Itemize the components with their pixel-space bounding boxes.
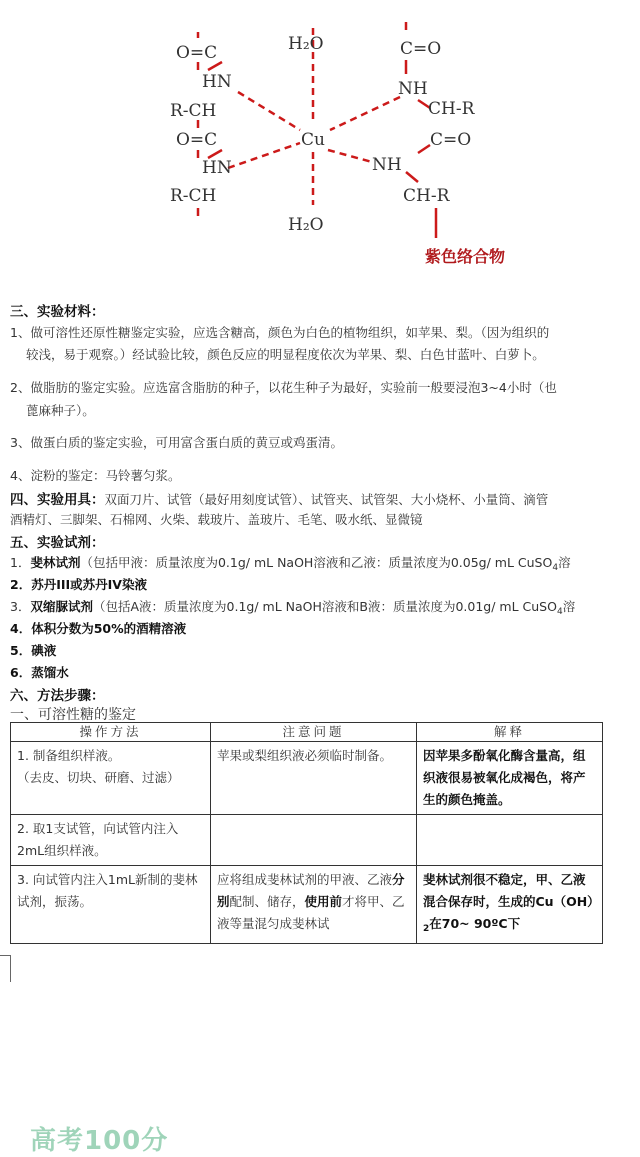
reagent-6: 6．蒸馏水 [10, 665, 69, 680]
tools-list-2: 酒精灯、三脚架、石棉网、火柴、载玻片、盖玻片、毛笔、吸水纸、显微镜 [10, 512, 423, 527]
right-amine-1: NH [398, 79, 428, 99]
purple-complex-diagram [150, 0, 570, 290]
section-6-heading: 六、方法步骤： [10, 688, 105, 704]
table-header-row [11, 723, 603, 742]
caption-purple-complex: 紫色络合物 [425, 247, 506, 266]
fehling-reagent-label: 斐林试剂 [30, 555, 81, 570]
header-explanation: 解释 [417, 723, 603, 742]
material-item-2-line-1: 2、做脂肪的鉴定实验。应选富含脂肪的种子，以花生种子为最好，实验前一般要浸泡3~4小时（也 [10, 380, 557, 395]
material-item-1-line-1: 1、做可溶性还原性糖鉴定实验，应选含糖高，颜色为白色的植物组织，如苹果、梨。（因为组织的 [10, 325, 550, 340]
row1-notes: 苹果或梨组织液必须临时制备。 [211, 742, 417, 815]
left-amine-1: HN [202, 72, 232, 92]
table-row [11, 742, 603, 815]
row3-notes: 应将组成斐林试剂的甲液、乙液分别配制、储存，使用前才将甲、乙液等量混匀成斐林试 [211, 866, 417, 944]
subsection-soluble-sugar: 一、可溶性糖的鉴定 [10, 707, 136, 723]
section-5-heading: 五、实验试剂： [10, 535, 105, 551]
section-4-line-1 [10, 488, 548, 508]
left-rch-1: R-CH [170, 101, 217, 121]
row1-explanation: 因苹果多酚氧化酶含量高，组织液很易被氧化成褐色，将产生的颜色掩盖。 [417, 742, 603, 815]
reagent-5: 5．碘液 [10, 643, 57, 658]
section-3-heading: 三、实验材料： [10, 304, 105, 320]
right-carbonyl-1: C=O [400, 39, 442, 59]
bond-lower-left [228, 143, 300, 168]
procedure-table [10, 722, 603, 944]
biuret-reagent-label: 双缩脲试剂 [30, 599, 93, 614]
watermark-logo: 高考100分 [30, 1126, 169, 1156]
header-notes: 注意问题 [211, 723, 417, 742]
row2-notes [211, 815, 417, 866]
page-edge-marker [0, 955, 11, 982]
left-rch-2: R-CH [170, 186, 217, 206]
left-amine-2: HN [202, 158, 232, 178]
material-item-4: 4、淀粉的鉴定：马铃薯匀浆。 [10, 468, 181, 483]
table-row [11, 815, 603, 866]
row2-explanation [417, 815, 603, 866]
material-item-2-line-2: 蓖麻种子）。 [26, 403, 95, 418]
bond-upper-left [238, 92, 300, 130]
reagent-4: 4．体积分数为50%的酒精溶液 [10, 621, 187, 636]
right-chr-2: CH-R [403, 186, 450, 206]
right-carbonyl-2: C=O [430, 130, 472, 150]
right-amine-2: NH [372, 155, 402, 175]
bond-lower-right [328, 150, 372, 162]
material-item-1-line-2: 较浅，易于观察。）经试验比较，颜色反应的明显程度依次为苹果、梨、白色甘蓝叶、白萝卜。 [26, 347, 545, 362]
row1-operation: 1. 制备组织样液。 （去皮、切块、研磨、过滤） [11, 742, 211, 815]
table-row [11, 866, 603, 944]
left-carbonyl-2: O=C [176, 130, 218, 150]
left-carbonyl-1: O=C [176, 43, 218, 63]
right-chr-1: CH-R [428, 99, 475, 119]
bond-upper-right [330, 97, 400, 130]
reagent-3: 3．双缩脲试剂（包括A液：质量浓度为0.1g/ mL NaOH溶液和B液：质量浓度为0.01g/ mL CuSO$_4$溶 [10, 599, 576, 617]
tools-list-1: 双面刀片、试管（最好用刻度试管）、试管夹、试管架、大小烧杯、小量筒、滴管 [104, 492, 549, 507]
water-top: H₂O [288, 34, 324, 54]
copper-ion: Cu [301, 130, 325, 150]
water-bottom: H₂O [288, 215, 324, 235]
row2-operation: 2. 取1支试管，向试管内注入2mL组织样液。 [11, 815, 211, 866]
header-operation: 操作方法 [11, 723, 211, 742]
reagent-2: 2．苏丹III或苏丹IV染液 [10, 577, 147, 592]
reagent-1: 1．斐林试剂（包括甲液：质量浓度为0.1g/ mL NaOH溶液和乙液：质量浓度为0.05g/ mL CuSO$_4$溶 [10, 555, 571, 573]
section-4-heading: 四、实验用具： [10, 492, 105, 508]
row3-operation: 3. 向试管内注入1mL新制的斐林试剂，振荡。 [11, 866, 211, 944]
material-item-3: 3、做蛋白质的鉴定实验，可用富含蛋白质的黄豆或鸡蛋清。 [10, 435, 343, 450]
row3-explanation: 斐林试剂很不稳定，甲、乙液混合保存时，生成的$Cu(OH)_2$在70~ 90ºC下 [417, 866, 603, 944]
